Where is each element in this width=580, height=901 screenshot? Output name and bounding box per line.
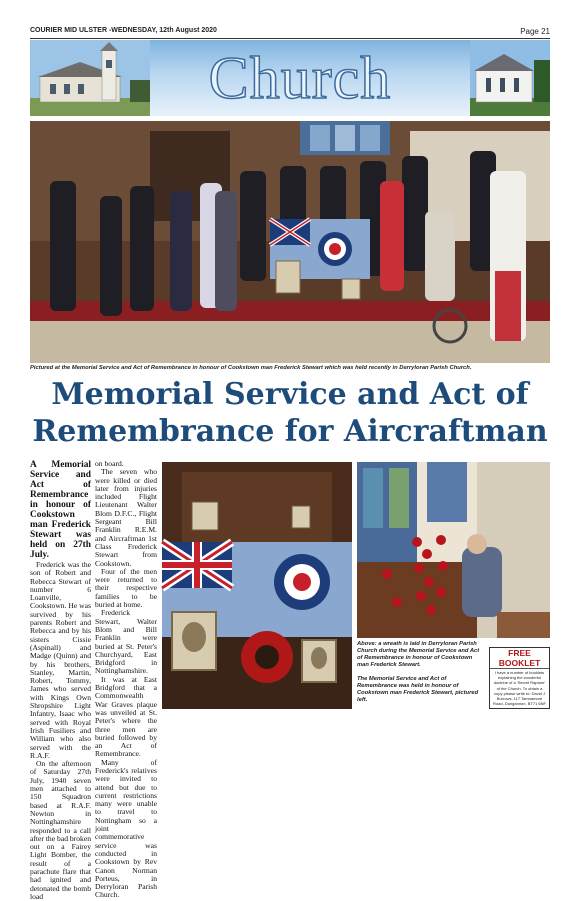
article-paragraph: Many of Frederick's relatives were invited to attend but due to current restrictions many were unable to travel to Nottingham so a joint commemorative service was conducted in Cookstown by Rev Canon Norman Porteus, in Derryloran Parish Church. bbox=[95, 757, 157, 900]
church-illustration-right bbox=[470, 40, 550, 116]
article-lead: A Memorial Service and Act of Remembrance in honour of Cookstown man Frederick Stewart was held on 27th July. bbox=[30, 460, 91, 560]
group-photo-caption: Pictured at the Memorial Service and Act of Remembrance in honour of Cookstown man Frederick Stewart which was held recently in Derryloran Parish Church. bbox=[30, 365, 472, 371]
church-illustration-left bbox=[30, 40, 150, 116]
memorial-display-photo bbox=[162, 462, 352, 709]
article-paragraph: Frederick was the son of Robert and Rebecca Stewart of number 6 Loanville, Cookstown. He was survived by his parents Robert and Rebecca and by his sisters Cissie (Aspinall) and Madge (Quinn) and by his brothers, Stanley, Martin, Robert, Tommy, James who served with Kings Own Shropshire Light Infantry, Isaac who served with Royal Irish Fusiliers and William who also served with the R.A.F. bbox=[30, 560, 91, 760]
article-paragraph: The seven who were killed or died later from injuries included Flight Lieutenant Walter Blom D.F.C., Flight Sergeant Bill Franklin R.E.M. and Aircraftman 1st Class Frederick Stewart from Cookstown. bbox=[95, 467, 157, 568]
article-paragraph: Four of the men were returned to their respective families to be buried at home. bbox=[95, 566, 157, 610]
booklet-body: I have a number of booklets explaining the wonderful doctrine of a 'Secret Rapture' of the Church. To obtain a copy please write to: David J Burrows, 117 Tamnamore Road, Dungannon, BT71 6NF bbox=[493, 670, 546, 707]
article-paragraph: On the afternoon of Saturday 27th July, 1940 seven men attached to 150 Squadron based at R.A.F. Newton in Nottinghamshire responded to a call after the bad broken out on a Fairey Light Bomber, the result of a parachute flare that had ignited and detonated the bomb load bbox=[30, 759, 91, 901]
wreath-laying-photo bbox=[357, 462, 550, 638]
headline-line-1: Memorial Service and Act of bbox=[51, 377, 529, 412]
portrait-caption: The Memorial Service and Act of Remembrance was held in honour of Cookstown man Frederick Stewart, pictured left. bbox=[357, 676, 479, 703]
header-rule bbox=[30, 38, 550, 39]
booklet-title: FREE BOOKLET bbox=[490, 648, 549, 669]
article-paragraph: It was at East Bridgford that a Commonwealth War Graves plaque was unveiled at St. Peter's where the three men are buried followed by an Act of Remembrance. bbox=[95, 674, 157, 759]
article-paragraph: on board. bbox=[95, 459, 124, 468]
page-number: Page 21 bbox=[520, 27, 550, 36]
masthead bbox=[30, 40, 550, 116]
article-column-2 bbox=[95, 460, 157, 900]
free-booklet-advert bbox=[489, 647, 550, 709]
headline bbox=[30, 376, 550, 450]
article-paragraph: Frederick Stewart, Walter Blom and Bill Franklin were buried at St. Peter's Churchyard, East Bridgford in Nottinghamshire. bbox=[95, 608, 157, 676]
group-photo bbox=[30, 121, 550, 363]
wreath-photo-caption: Above: a wreath is laid in Derryloran Parish Church during the Memorial Service and Act of Remembrance in honour of Cookstown man Frederick Stewart. bbox=[357, 641, 480, 668]
header-date: COURIER MID ULSTER -WEDNESDAY, 12th August 2020 bbox=[30, 27, 217, 34]
masthead-title: Church bbox=[208, 45, 392, 111]
article-column-1 bbox=[30, 460, 91, 901]
headline-line-2: Remembrance for Aircraftman bbox=[32, 414, 548, 449]
